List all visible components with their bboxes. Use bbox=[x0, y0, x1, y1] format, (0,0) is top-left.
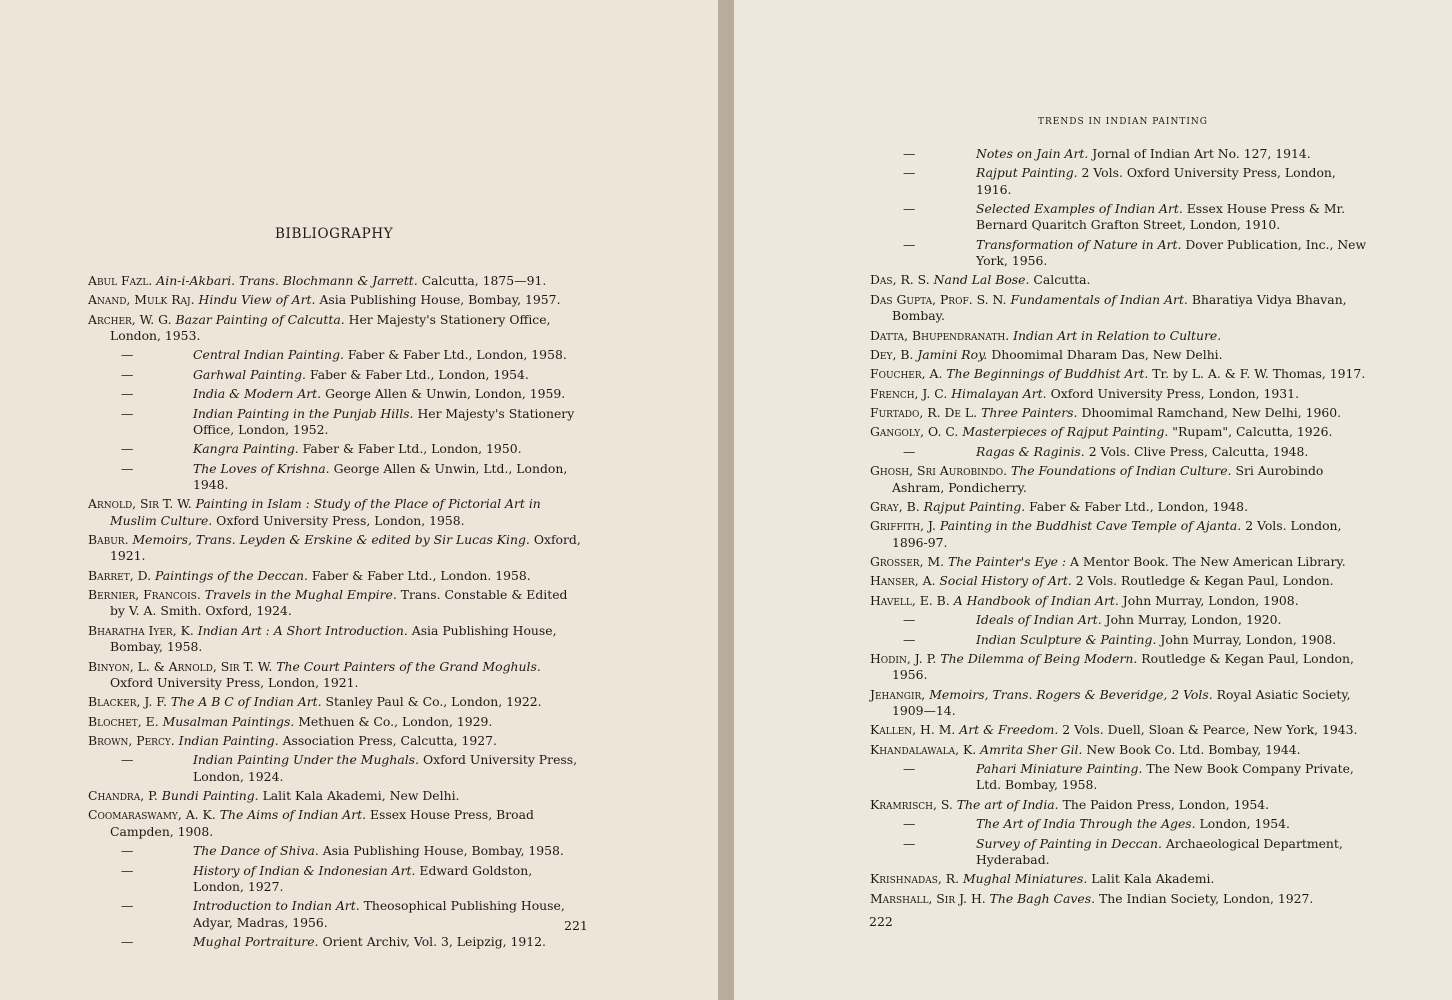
book-gutter bbox=[718, 0, 734, 1000]
entry-author: Coomaraswamy, A. K. bbox=[88, 807, 216, 823]
entry-details: 2 Vols. Oxford University Press, London, 1916. bbox=[976, 165, 1336, 197]
entry-details: Faber & Faber Ltd., London, 1948. bbox=[1029, 498, 1249, 514]
bib-entry bbox=[870, 871, 1370, 887]
entry-author: Krishnadas, R. bbox=[870, 871, 960, 887]
bib-entry bbox=[870, 518, 1370, 551]
entry-title: Selected Examples of Indian Art. bbox=[976, 201, 1183, 217]
entry-dash: — bbox=[903, 631, 916, 647]
entry-details: Association Press, Calcutta, 1927. bbox=[282, 733, 497, 749]
page-number: 221 bbox=[564, 918, 588, 933]
entry-details: George Allen & Unwin, London, 1959. bbox=[325, 386, 566, 402]
entry-title: The Dance of Shiva. bbox=[193, 843, 319, 859]
bib-subentry bbox=[88, 347, 586, 363]
bib-entry bbox=[870, 347, 1370, 363]
entry-dash: — bbox=[903, 612, 916, 628]
bib-subentry bbox=[88, 386, 586, 402]
entry-title: Hindu View of Art. bbox=[198, 292, 316, 308]
entry-title: Rajput Painting. bbox=[976, 165, 1078, 181]
entry-title: Bundi Painting. bbox=[161, 788, 259, 804]
entry-details: Calcutta, 1875—91. bbox=[421, 273, 547, 288]
entry-details: John Murray, London, 1908. bbox=[1160, 631, 1337, 647]
entry-title: India & Modern Art. bbox=[193, 386, 322, 402]
entry-author: Datta, Bhupendranath. bbox=[870, 327, 1010, 343]
bib-entry bbox=[88, 733, 586, 749]
bib-subentry bbox=[870, 237, 1370, 270]
entry-details: Oxford University Press, London, 1921. bbox=[110, 674, 359, 690]
entry-title: The Bagh Caves. bbox=[989, 890, 1096, 906]
bib-entry bbox=[870, 405, 1370, 421]
entry-details: Dhoomimal Dharam Das, New Delhi. bbox=[991, 346, 1223, 362]
entry-title: Pahari Miniature Painting. bbox=[976, 761, 1143, 777]
entry-details: Theosophical Publishing House, Adyar, Madras, 1956. bbox=[193, 898, 565, 930]
entry-details: Oxford University Press, London, 1958. bbox=[216, 512, 465, 528]
entry-author: Barret, D. bbox=[88, 567, 152, 583]
bib-entry bbox=[870, 651, 1370, 684]
entry-author: Grosser, M. bbox=[870, 554, 945, 570]
bib-entry bbox=[870, 593, 1370, 609]
entry-details: George Allen & Unwin, Ltd., London, 1948. bbox=[193, 460, 568, 493]
bib-subentry bbox=[870, 201, 1370, 234]
entry-details: Routledge & Kegan Paul, London, 1956. bbox=[892, 650, 1354, 683]
entry-author: Khandalawala, K. bbox=[870, 741, 977, 757]
entry-title: Survey of Painting in Deccan. bbox=[976, 835, 1162, 851]
bib-subentry bbox=[88, 934, 586, 950]
bib-entry bbox=[88, 587, 586, 620]
entry-details: Calcutta. bbox=[1033, 272, 1091, 288]
entry-dash: — bbox=[903, 761, 916, 777]
entry-title: The Court Painters of the Grand Moghuls. bbox=[276, 658, 541, 674]
entry-title: Mughal Miniatures. bbox=[962, 871, 1088, 887]
bib-entry bbox=[870, 573, 1370, 589]
entry-details: Oxford University Press, London, 1924. bbox=[193, 752, 578, 784]
entry-title: Bazar Painting of Calcutta. bbox=[175, 311, 345, 327]
bib-entry bbox=[88, 292, 586, 308]
entry-details: Lalit Kala Akademi. bbox=[1091, 871, 1215, 887]
entry-title: Nand Lal Bose. bbox=[933, 272, 1030, 288]
entry-title: Rajput Painting. bbox=[923, 498, 1026, 514]
entry-author: Kallen, H. M. bbox=[870, 722, 956, 738]
bib-entry bbox=[88, 807, 586, 840]
entry-title: Masterpieces of Rajput Painting. bbox=[962, 424, 1169, 440]
entry-author: Furtado, R. De L. bbox=[870, 405, 978, 421]
entry-author: Brown, Percy. bbox=[88, 733, 175, 749]
entry-details: John Murray, London, 1920. bbox=[1105, 612, 1282, 628]
entry-details: A Mentor Book. The New American Library. bbox=[1070, 554, 1346, 570]
entry-dash: — bbox=[121, 898, 134, 914]
entry-title: Central Indian Painting. bbox=[193, 347, 344, 363]
entry-title: Introduction to Indian Art. bbox=[193, 898, 360, 914]
entry-details: Methuen & Co., London, 1929. bbox=[298, 713, 493, 729]
running-head: TRENDS IN INDIAN PAINTING bbox=[1038, 117, 1208, 127]
bib-subentry bbox=[88, 406, 586, 439]
entry-author: Blacker, J. F. bbox=[88, 694, 167, 710]
entry-details: The Indian Society, London, 1927. bbox=[1098, 890, 1314, 906]
entry-title: Indian Painting in the Punjab Hills. bbox=[193, 405, 414, 421]
entry-author: Bharatha Iyer, K. bbox=[88, 622, 194, 638]
entry-author: Foucher, A. bbox=[870, 366, 943, 382]
entry-details: 2 Vols. London, 1896-97. bbox=[892, 518, 1342, 550]
entry-details: Royal Asiatic Society, 1909—14. bbox=[892, 686, 1351, 718]
entry-author: French, J. C. bbox=[870, 385, 948, 401]
entry-title: Garhwal Painting. bbox=[193, 366, 306, 382]
entry-title: Transformation of Nature in Art. bbox=[976, 236, 1182, 252]
entry-author: Gangoly, O. C. bbox=[870, 424, 959, 440]
bib-entry bbox=[88, 312, 586, 345]
entry-author: Abul Fazl. bbox=[88, 273, 153, 288]
bib-entry bbox=[870, 554, 1370, 570]
entry-dash: — bbox=[903, 201, 916, 217]
bib-entry bbox=[88, 273, 586, 289]
entry-author: Kramrisch, S. bbox=[870, 796, 953, 812]
entry-details: Asia Publishing House, Bombay, 1958. bbox=[322, 843, 564, 859]
entry-details: Bharatiya Vidya Bhavan, Bombay. bbox=[892, 291, 1347, 324]
entry-author: Arnold, Sir T. W. bbox=[88, 496, 192, 512]
entry-author: Havell, E. B. bbox=[870, 592, 950, 608]
bib-subentry bbox=[870, 444, 1370, 460]
bib-entry bbox=[870, 424, 1370, 440]
entry-author: Babur. bbox=[88, 532, 129, 548]
entry-details: John Murray, London, 1908. bbox=[1122, 592, 1299, 608]
entry-title: Three Painters. bbox=[981, 405, 1078, 421]
entry-details: The New Book Company Private, Ltd. Bombay, 1958. bbox=[976, 761, 1354, 793]
entry-dash: — bbox=[121, 933, 134, 949]
entry-dash: — bbox=[903, 816, 916, 832]
entry-title: Indian Sculpture & Painting. bbox=[976, 631, 1157, 647]
bib-subentry bbox=[88, 898, 586, 931]
entry-author: Gray, B. bbox=[870, 498, 920, 514]
entry-title: The Beginnings of Buddhist Art. bbox=[946, 366, 1149, 382]
entry-dash: — bbox=[903, 165, 916, 181]
entry-title: Himalayan Art. bbox=[951, 385, 1047, 401]
entry-title: A Handbook of Indian Art. bbox=[953, 592, 1119, 608]
entry-title: The Painter's Eye : bbox=[948, 554, 1067, 570]
bib-entry bbox=[870, 272, 1370, 288]
bib-subentry bbox=[870, 761, 1370, 794]
bib-entry bbox=[870, 292, 1370, 325]
entry-title: Musalman Paintings. bbox=[162, 713, 295, 729]
bibliography-list-right bbox=[870, 146, 1370, 910]
entry-author: Blochet, E. bbox=[88, 713, 159, 729]
bib-subentry bbox=[88, 367, 586, 383]
entry-title: Fundamentals of Indian Art. bbox=[1010, 291, 1188, 307]
entry-title: History of Indian & Indonesian Art. bbox=[193, 862, 416, 878]
bib-entry bbox=[870, 722, 1370, 738]
entry-title: Memoirs, Trans. Rogers & Beveridge, 2 Vols. bbox=[929, 686, 1213, 702]
entry-details: London, 1954. bbox=[1199, 816, 1290, 832]
bib-entry bbox=[870, 366, 1370, 382]
entry-author: Das Gupta, Prof. S. N. bbox=[870, 291, 1007, 307]
entry-author: Anand, Mulk Raj. bbox=[88, 292, 195, 308]
entry-title: Indian Painting. bbox=[178, 733, 279, 749]
bib-entry bbox=[870, 891, 1370, 907]
entry-author: Ghosh, Sri Aurobindo. bbox=[870, 463, 1008, 479]
entry-details: 2 Vols. Routledge & Kegan Paul, London. bbox=[1075, 573, 1334, 589]
entry-title: Ideals of Indian Art. bbox=[976, 612, 1102, 628]
bib-entry bbox=[88, 659, 586, 692]
entry-title: Indian Art in Relation to Culture. bbox=[1013, 327, 1222, 343]
entry-dash: — bbox=[121, 862, 134, 878]
entry-title: Painting in the Buddhist Cave Temple of Ajanta. bbox=[939, 518, 1242, 534]
entry-title: Paintings of the Deccan. bbox=[155, 567, 308, 583]
entry-dash: — bbox=[121, 441, 134, 457]
entry-details: Archaeological Department, Hyderabad. bbox=[976, 835, 1343, 867]
entry-details: Asia Publishing House, Bombay, 1958. bbox=[110, 622, 557, 655]
entry-details: Her Majesty's Stationery Office, London, 1953. bbox=[110, 311, 551, 344]
entry-title: Memoirs, Trans. Leyden & Erskine & edited by Sir Lucas King. bbox=[132, 532, 530, 548]
entry-author: Dey, B. bbox=[870, 346, 914, 362]
entry-details: Tr. by L. A. & F. W. Thomas, 1917. bbox=[1152, 366, 1366, 382]
bib-entry bbox=[870, 386, 1370, 402]
entry-dash: — bbox=[121, 405, 134, 421]
bib-subentry bbox=[88, 843, 586, 859]
bib-entry bbox=[88, 623, 586, 656]
entry-author: Chandra, P. bbox=[88, 788, 158, 804]
entry-details: Essex House Press, Broad Campden, 1908. bbox=[110, 807, 534, 839]
bib-subentry bbox=[870, 836, 1370, 869]
entry-details: New Book Co. Ltd. Bombay, 1944. bbox=[1086, 741, 1301, 757]
entry-dash: — bbox=[121, 347, 134, 363]
entry-title: Travels in the Mughal Empire. bbox=[204, 587, 397, 603]
bib-subentry bbox=[870, 632, 1370, 648]
entry-details: Edward Goldston, London, 1927. bbox=[193, 862, 533, 894]
entry-details: Orient Archiv, Vol. 3, Leipzig, 1912. bbox=[322, 933, 546, 949]
bib-entry bbox=[88, 714, 586, 730]
left-page bbox=[0, 0, 724, 1000]
entry-details: The Paidon Press, London, 1954. bbox=[1062, 796, 1270, 812]
entry-details: Essex House Press & Mr. Bernard Quaritch Grafton Street, London, 1910. bbox=[976, 201, 1346, 233]
bib-subentry bbox=[870, 612, 1370, 628]
entry-author: Binyon, L. & Arnold, Sir T. W. bbox=[88, 658, 273, 674]
page-number: 222 bbox=[869, 914, 893, 929]
entry-title: Social History of Art. bbox=[939, 573, 1072, 589]
entry-title: Jamini Roy. bbox=[917, 346, 988, 362]
entry-details: Oxford University Press, London, 1931. bbox=[1050, 385, 1300, 401]
entry-title: The Dilemma of Being Modern. bbox=[940, 650, 1138, 666]
entry-details: Faber & Faber Ltd., London. 1958. bbox=[311, 567, 531, 583]
bib-subentry bbox=[870, 146, 1370, 162]
entry-dash: — bbox=[121, 366, 134, 382]
entry-details: 2 Vols. Clive Press, Calcutta, 1948. bbox=[1088, 443, 1309, 459]
entry-details: "Rupam", Calcutta, 1926. bbox=[1172, 424, 1333, 440]
entry-title: The A B C of Indian Art. bbox=[170, 694, 322, 710]
entry-details: Jornal of Indian Art No. 127, 1914. bbox=[1092, 146, 1311, 161]
page-title: BIBLIOGRAPHY bbox=[275, 226, 394, 242]
bib-subentry bbox=[88, 461, 586, 494]
entry-dash: — bbox=[121, 386, 134, 402]
entry-title: Mughal Portraiture. bbox=[193, 933, 319, 949]
entry-author: Bernier, Francois. bbox=[88, 587, 201, 603]
entry-title: Ain-i-Akbari. Trans. Blochmann & Jarrett. bbox=[156, 273, 418, 288]
bib-entry bbox=[88, 694, 586, 710]
entry-details: Oxford, 1921. bbox=[110, 532, 581, 564]
bib-entry bbox=[870, 742, 1370, 758]
entry-details: Faber & Faber Ltd., London, 1958. bbox=[347, 347, 567, 363]
bib-subentry bbox=[870, 816, 1370, 832]
entry-author: Das, R. S. bbox=[870, 272, 930, 288]
bib-entry bbox=[88, 532, 586, 565]
bib-entry bbox=[88, 568, 586, 584]
entry-title: The Foundations of Indian Culture. bbox=[1011, 463, 1232, 479]
entry-title: The Loves of Krishna. bbox=[193, 460, 330, 476]
entry-details: Faber & Faber Ltd., London, 1954. bbox=[309, 366, 529, 382]
entry-author: Hanser, A. bbox=[870, 573, 936, 589]
entry-details: Asia Publishing House, Bombay, 1957. bbox=[319, 292, 561, 308]
bib-subentry bbox=[88, 863, 586, 896]
entry-author: Marshall, Sir J. H. bbox=[870, 890, 986, 906]
bib-subentry bbox=[88, 441, 586, 457]
bib-subentry bbox=[88, 752, 586, 785]
bib-entry bbox=[870, 328, 1370, 344]
bibliography-list-left bbox=[88, 273, 586, 953]
entry-title: The art of India. bbox=[956, 796, 1059, 812]
entry-title: Amrita Sher Gil. bbox=[980, 741, 1083, 757]
entry-title: Ragas & Raginis. bbox=[976, 443, 1085, 459]
entry-dash: — bbox=[121, 843, 134, 859]
entry-title: Indian Painting Under the Mughals. bbox=[193, 752, 419, 768]
entry-details: Trans. Constable & Edited by V. A. Smith. Oxford, 1924. bbox=[110, 587, 568, 619]
entry-details: Dover Publication, Inc., New York, 1956. bbox=[976, 236, 1367, 269]
entry-dash: — bbox=[903, 443, 916, 459]
entry-details: Faber & Faber Ltd., London, 1950. bbox=[302, 441, 522, 457]
entry-dash: — bbox=[903, 835, 916, 851]
entry-title: The Art of India Through the Ages. bbox=[976, 816, 1196, 832]
entry-author: Hodin, J. P. bbox=[870, 650, 937, 666]
entry-title: Notes on Jain Art. bbox=[976, 146, 1089, 161]
entry-title: Kangra Painting. bbox=[193, 441, 299, 457]
entry-details: Stanley Paul & Co., London, 1922. bbox=[325, 694, 542, 710]
entry-author: Jehangir, bbox=[870, 686, 926, 702]
right-page bbox=[728, 0, 1452, 1000]
bib-entry bbox=[870, 797, 1370, 813]
entry-details: 2 Vols. Duell, Sloan & Pearce, New York, 1943. bbox=[1062, 722, 1358, 738]
bib-entry bbox=[870, 463, 1370, 496]
entry-title: Art & Freedom. bbox=[959, 722, 1059, 738]
entry-author: Griffith, J. bbox=[870, 518, 936, 534]
bib-subentry bbox=[870, 165, 1370, 198]
bib-entry bbox=[870, 499, 1370, 515]
entry-details: Her Majesty's Stationery Office, London, 1952. bbox=[193, 405, 575, 437]
bib-entry bbox=[88, 788, 586, 804]
entry-title: The Aims of Indian Art. bbox=[219, 807, 367, 823]
entry-dash: — bbox=[903, 146, 916, 161]
bib-entry bbox=[88, 496, 586, 529]
entry-dash: — bbox=[121, 752, 134, 768]
entry-details: Sri Aurobindo Ashram, Pondicherry. bbox=[892, 463, 1324, 495]
entry-dash: — bbox=[903, 236, 916, 252]
entry-dash: — bbox=[121, 460, 134, 476]
entry-title: Painting in Islam : Study of the Place of Pictorial Art in Muslim Culture. bbox=[110, 496, 541, 528]
entry-details: Dhoomimal Ramchand, New Delhi, 1960. bbox=[1081, 405, 1342, 421]
entry-details: Lalit Kala Akademi, New Delhi. bbox=[262, 788, 460, 804]
bib-entry bbox=[870, 687, 1370, 720]
entry-author: Archer, W. G. bbox=[88, 311, 172, 327]
entry-title: Indian Art : A Short Introduction. bbox=[197, 622, 408, 638]
